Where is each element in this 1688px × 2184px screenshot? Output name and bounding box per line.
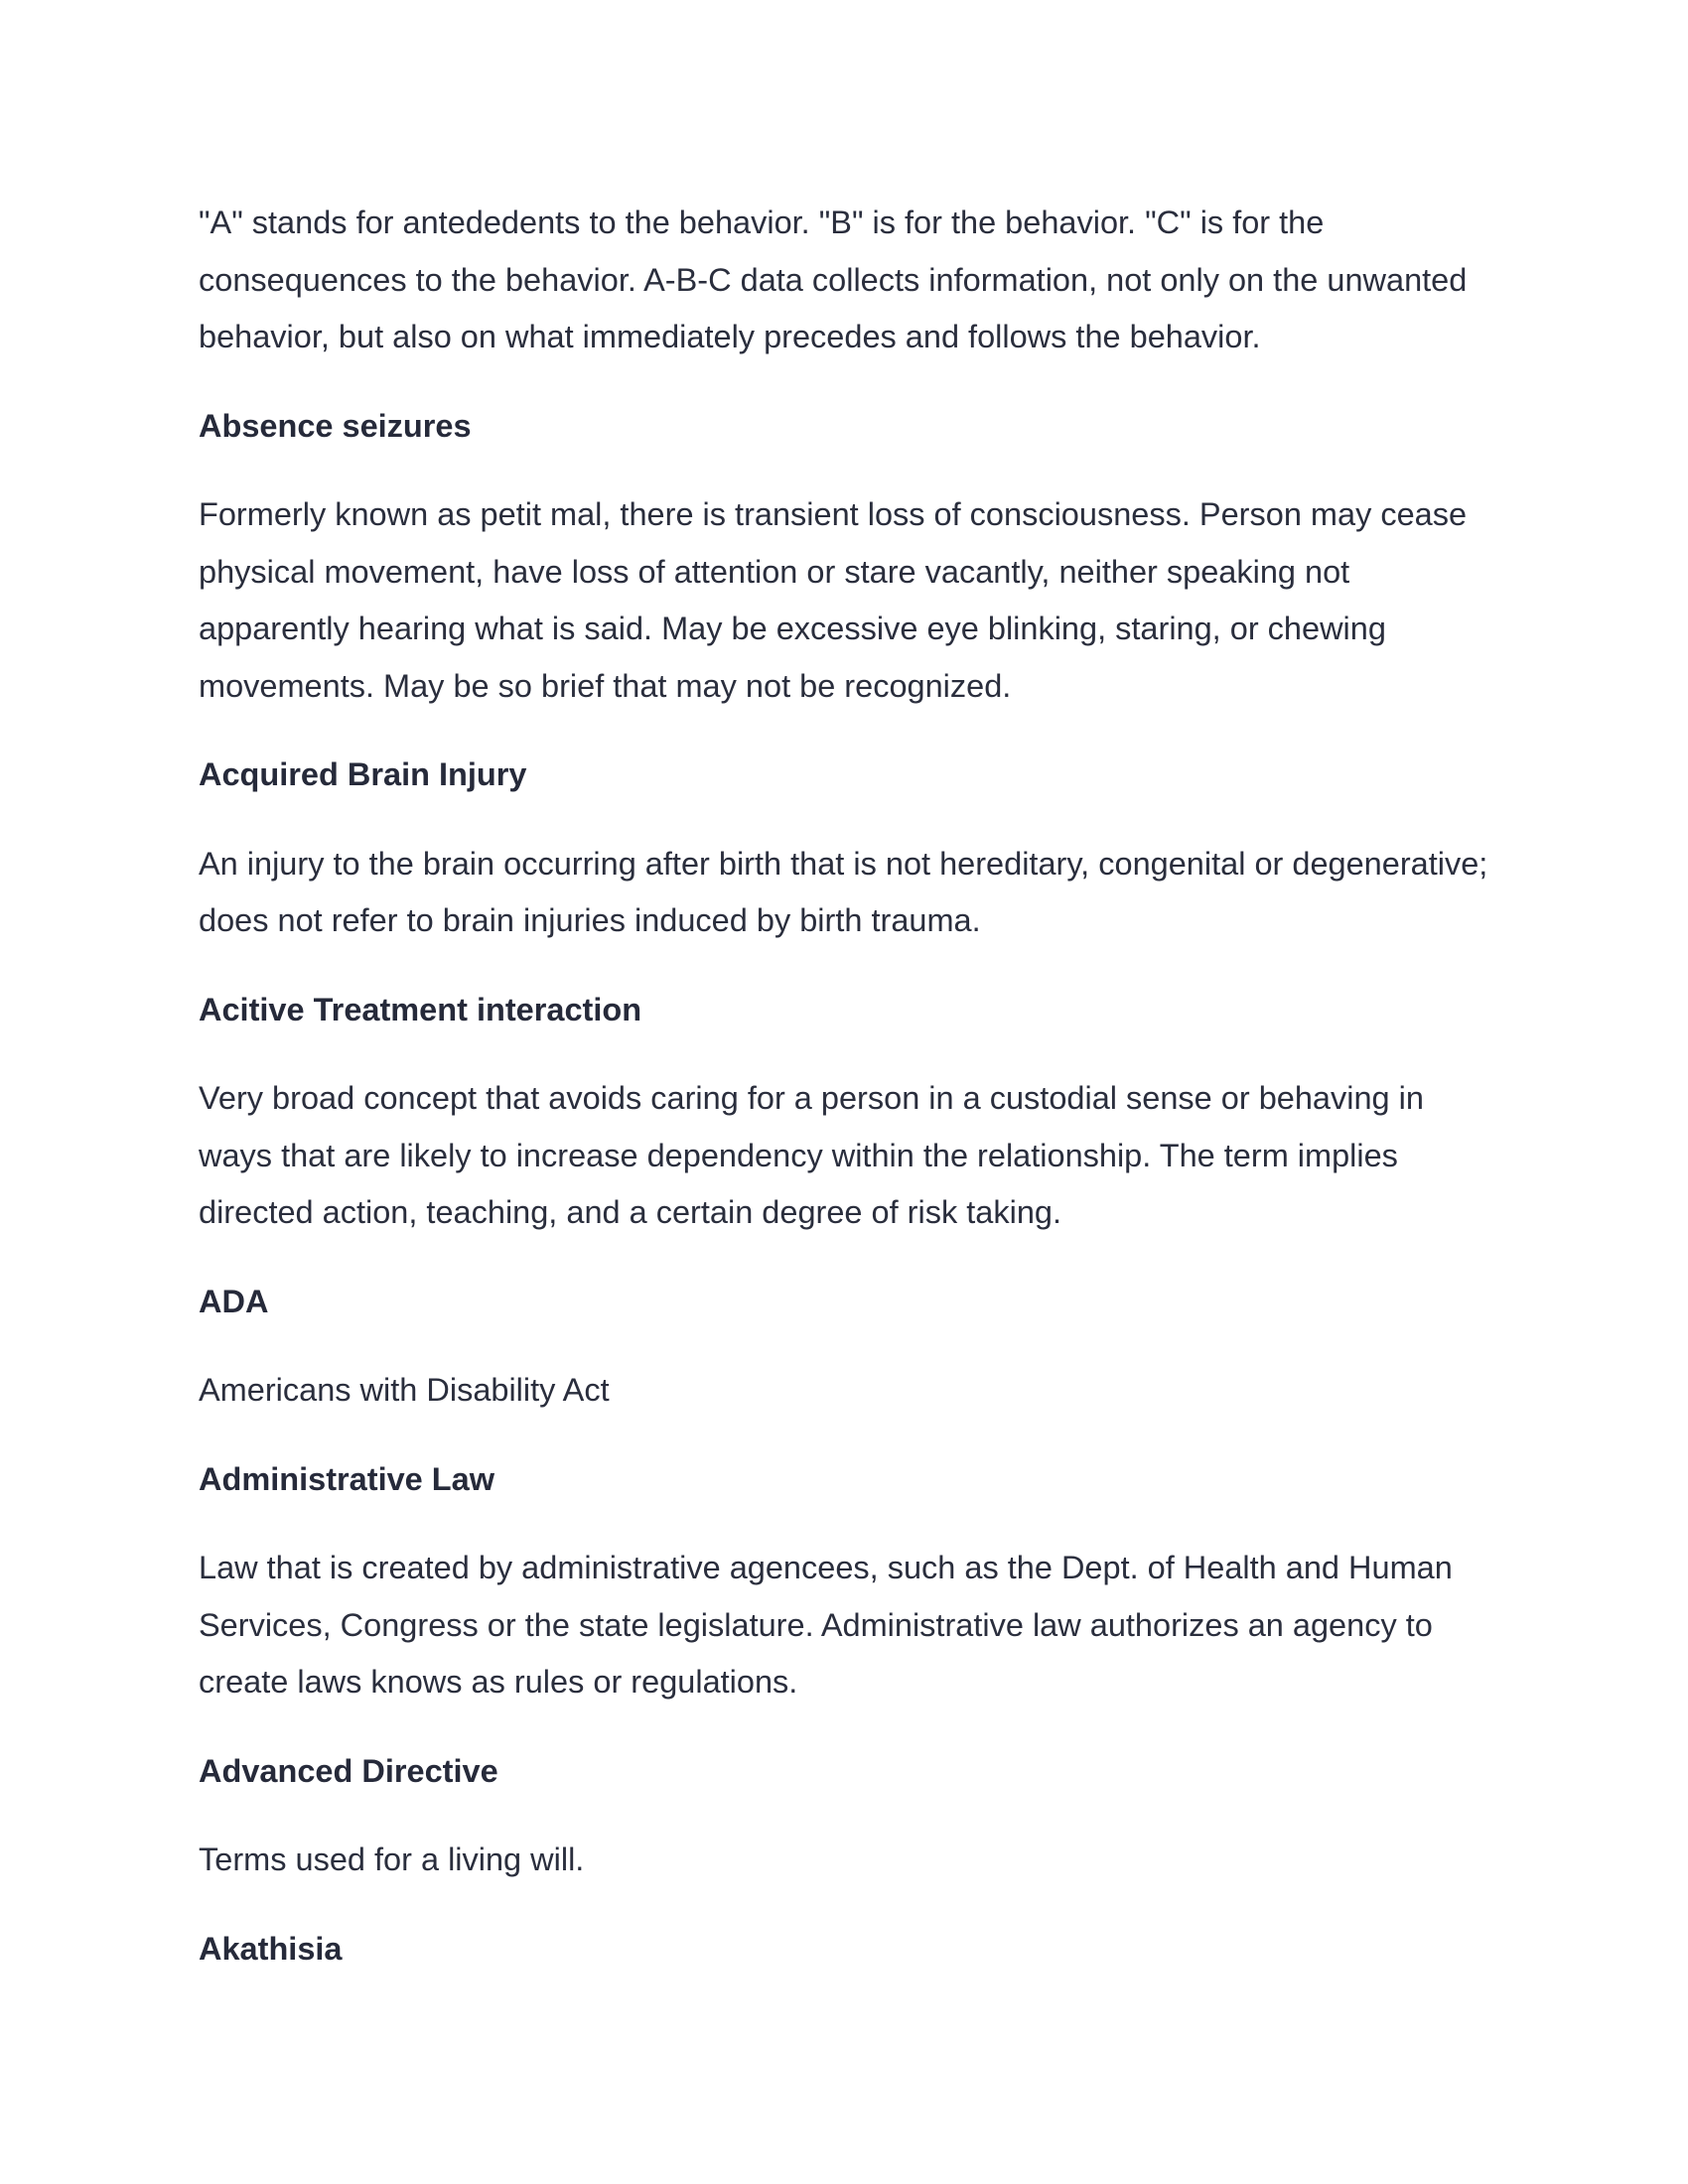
definition-acquired-brain-injury: An injury to the brain occurring after birth that is not hereditary, congenital or degenerative; does not refer to brain injuries induced by birth trauma. [199,845,1488,938]
term-absence-seizures: Absence seizures [199,407,472,444]
term-ada: ADA [199,1283,269,1319]
definition-ada: Americans with Disability Act [199,1372,610,1408]
intro-paragraph: "A" stands for antededents to the behavior. "B" is for the behavior. "C" is for the consequences to the behavior. A-B-C data collects information, not only on the unwanted behavior, but also on what immediately precedes and follows the behavior. [199,205,1468,354]
term-advanced-directive: Advanced Directive [199,1752,498,1789]
term-active-treatment-interaction: Acitive Treatment interaction [199,991,642,1027]
definition-advanced-directive: Terms used for a living will. [199,1842,585,1877]
term-acquired-brain-injury: Acquired Brain Injury [199,756,527,792]
definition-active-treatment-interaction: Very broad concept that avoids caring for a person in a custodial sense or behaving in ways that are likely to increase dependency within the relationship. The term implies directed action, teaching, and a certain degree of risk taking. [199,1080,1424,1230]
definition-administrative-law: Law that is created by administrative agencees, such as the Dept. of Health and Human Services, Congress or the state legislature. Administrative law authorizes an agency to create laws knows as rules or regulations. [199,1550,1453,1700]
term-administrative-law: Administrative Law [199,1460,494,1497]
term-akathisia: Akathisia [199,1930,343,1967]
definition-absence-seizures: Formerly known as petit mal, there is transient loss of consciousness. Person may cease physical movement, have loss of attention or stare vacantly, neither speaking not apparently hearing what is said. May be excessive eye blinking, staring, or chewing movements. May be so brief that may not be recognized. [199,496,1468,704]
document-page [199,195,1499,2009]
